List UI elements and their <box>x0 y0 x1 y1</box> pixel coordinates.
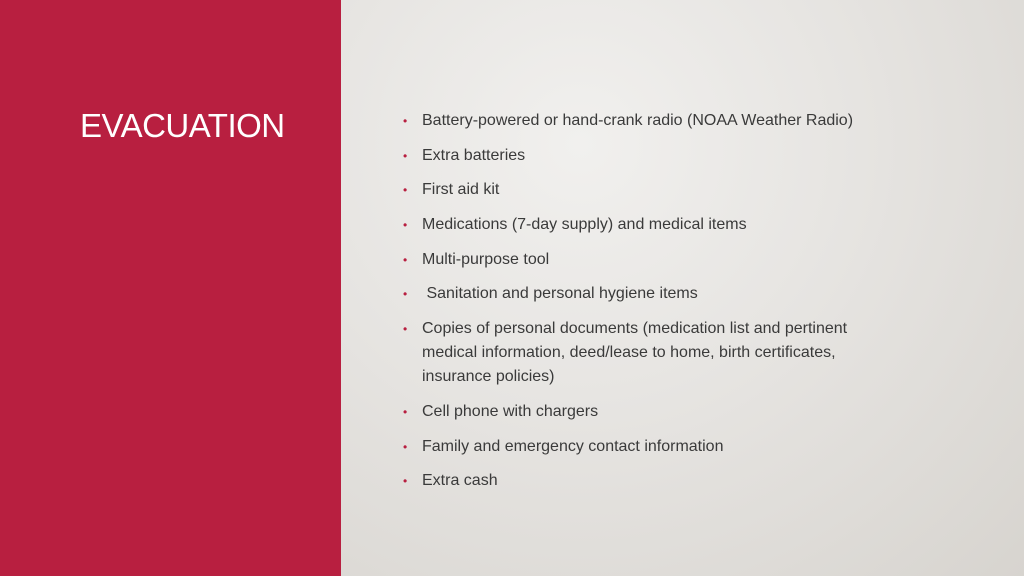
bullet-text: Extra cash <box>422 472 498 490</box>
bullet-icon: • <box>403 218 408 233</box>
bullet-icon: • <box>403 439 408 454</box>
bullet-icon: • <box>403 404 408 419</box>
bullet-text: Battery-powered or hand-crank radio (NOAA Weather Radio) <box>422 112 854 129</box>
bullet-item <box>403 469 903 493</box>
bullet-text: Copies of personal documents (medication list and pertinent medical information, deed/lease to home, birth certificates, insurance policies) <box>422 320 848 386</box>
bullet-icon: • <box>403 474 408 489</box>
bullet-text: Medications (7-day supply) and medical items <box>422 216 747 234</box>
bullet-item <box>403 178 903 202</box>
bullet-icon: • <box>403 287 408 302</box>
bullet-icon: • <box>403 148 408 163</box>
bullet-item <box>403 317 903 389</box>
bullet-list <box>403 109 903 504</box>
bullet-item <box>403 435 903 459</box>
bullet-text: Cell phone with chargers <box>422 402 599 420</box>
bullet-text: First aid kit <box>422 181 500 199</box>
bullet-item <box>403 213 903 237</box>
bullet-icon: • <box>403 183 408 198</box>
bullet-text: Sanitation and personal hygiene items <box>422 285 698 303</box>
bullet-text: Family and emergency contact information <box>422 437 724 455</box>
bullet-item <box>403 282 903 306</box>
bullet-icon: • <box>403 322 408 337</box>
bullet-item <box>403 248 903 272</box>
bullet-text: Extra batteries <box>422 146 526 164</box>
bullet-icon: • <box>403 114 408 128</box>
bullet-item <box>403 144 903 168</box>
slide-title: EVACUATION <box>80 107 285 144</box>
content-panel <box>341 0 1024 576</box>
title-panel <box>0 0 341 576</box>
bullet-icon: • <box>403 252 408 267</box>
bullet-item <box>403 400 903 424</box>
bullet-item <box>403 109 903 133</box>
bullet-text: Multi-purpose tool <box>422 250 550 268</box>
